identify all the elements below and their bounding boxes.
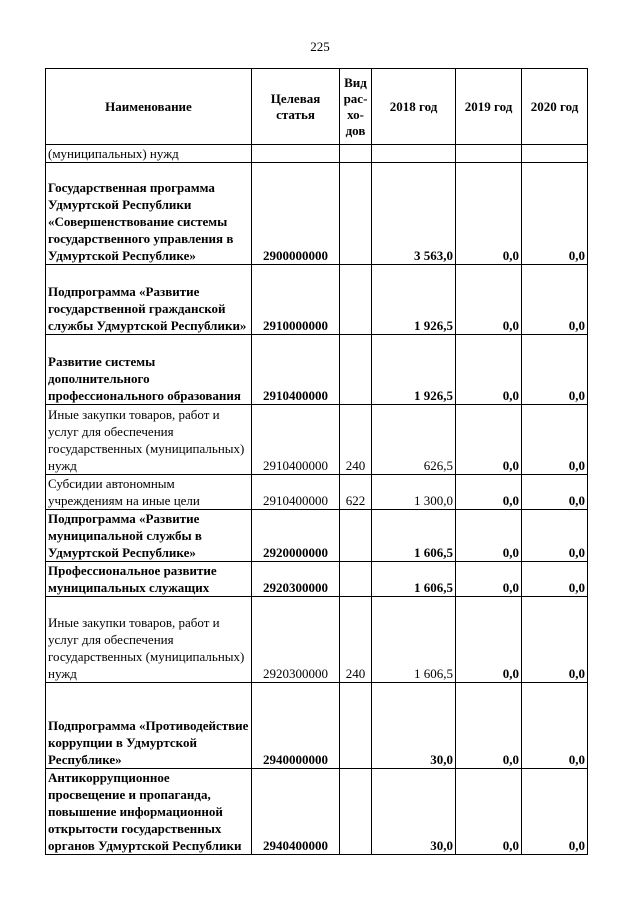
table-row (46, 510, 588, 562)
row-expense-kind (340, 163, 372, 265)
row-value-2018: 1 606,5 (372, 510, 456, 562)
table-row (46, 405, 588, 475)
row-target-code: 2910400000 (252, 475, 340, 510)
row-target-code: 2910400000 (252, 405, 340, 475)
table-row (46, 265, 588, 335)
row-value-2019 (456, 145, 522, 163)
table-row (46, 597, 588, 683)
row-expense-kind (340, 562, 372, 597)
table-row (46, 683, 588, 769)
row-name: Профессиональное развитие муниципальных служащих (46, 562, 252, 597)
row-name: Подпрограмма «Развитие государственной гражданской службы Удмуртской Республики» (46, 265, 252, 335)
row-target-code: 2920300000 (252, 562, 340, 597)
row-expense-kind (340, 335, 372, 405)
row-expense-kind (340, 769, 372, 855)
table-row (46, 562, 588, 597)
row-name: Подпрограмма «Противодействие коррупции в Удмуртской Республике» (46, 683, 252, 769)
row-value-2020: 0,0 (522, 405, 588, 475)
row-value-2019: 0,0 (456, 163, 522, 265)
row-value-2020: 0,0 (522, 562, 588, 597)
row-value-2020: 0,0 (522, 769, 588, 855)
row-value-2020: 0,0 (522, 683, 588, 769)
row-value-2019: 0,0 (456, 475, 522, 510)
row-expense-kind (340, 145, 372, 163)
row-expense-kind (340, 510, 372, 562)
row-target-code: 2900000000 (252, 163, 340, 265)
row-value-2018: 1 300,0 (372, 475, 456, 510)
row-value-2019: 0,0 (456, 683, 522, 769)
row-expense-kind: 240 (340, 597, 372, 683)
page-number: 225 (310, 39, 330, 54)
row-value-2019: 0,0 (456, 562, 522, 597)
row-value-2020: 0,0 (522, 265, 588, 335)
row-name: Государственная программа Удмуртской Республики «Совершенствование системы государственного управления в Удмуртской Республике» (46, 163, 252, 265)
row-value-2020: 0,0 (522, 510, 588, 562)
table-body (46, 145, 588, 855)
row-value-2018 (372, 145, 456, 163)
row-target-code: 2920300000 (252, 597, 340, 683)
row-name: (муниципальных) нужд (46, 145, 252, 163)
row-target-code: 2940400000 (252, 769, 340, 855)
row-value-2020: 0,0 (522, 475, 588, 510)
row-expense-kind (340, 683, 372, 769)
row-name: Антикоррупционное просвещение и пропаганда, повышение информационной открытости государственных органов Удмуртской Республики (46, 769, 252, 855)
row-value-2018: 30,0 (372, 769, 456, 855)
row-expense-kind: 622 (340, 475, 372, 510)
header-kind: Вид рас-хо-дов (340, 69, 372, 145)
table-row (46, 145, 588, 163)
table-row (46, 335, 588, 405)
table-row (46, 475, 588, 510)
row-value-2018: 30,0 (372, 683, 456, 769)
header-target: Целевая статья (252, 69, 340, 145)
row-expense-kind: 240 (340, 405, 372, 475)
row-name: Иные закупки товаров, работ и услуг для обеспечения государственных (муниципальных) нужд (46, 597, 252, 683)
table-header-row (46, 69, 588, 145)
row-value-2018: 1 606,5 (372, 597, 456, 683)
row-target-code: 2910000000 (252, 265, 340, 335)
row-value-2018: 1 926,5 (372, 335, 456, 405)
row-expense-kind (340, 265, 372, 335)
table-row (46, 769, 588, 855)
header-2020: 2020 год (522, 69, 588, 145)
row-name: Иные закупки товаров, работ и услуг для обеспечения государственных (муниципальных) нужд (46, 405, 252, 475)
row-value-2018: 1 926,5 (372, 265, 456, 335)
row-value-2020 (522, 145, 588, 163)
row-value-2019: 0,0 (456, 265, 522, 335)
row-target-code (252, 145, 340, 163)
row-value-2019: 0,0 (456, 510, 522, 562)
row-target-code: 2940000000 (252, 683, 340, 769)
header-2018: 2018 год (372, 69, 456, 145)
row-name: Субсидии автономным учреждениям на иные цели (46, 475, 252, 510)
row-value-2020: 0,0 (522, 597, 588, 683)
row-value-2019: 0,0 (456, 405, 522, 475)
row-name: Подпрограмма «Развитие муниципальной службы в Удмуртской Республике» (46, 510, 252, 562)
row-value-2018: 626,5 (372, 405, 456, 475)
row-value-2020: 0,0 (522, 335, 588, 405)
row-target-code: 2910400000 (252, 335, 340, 405)
row-value-2020: 0,0 (522, 163, 588, 265)
row-value-2018: 3 563,0 (372, 163, 456, 265)
header-2019: 2019 год (456, 69, 522, 145)
row-target-code: 2920000000 (252, 510, 340, 562)
row-value-2019: 0,0 (456, 769, 522, 855)
row-value-2018: 1 606,5 (372, 562, 456, 597)
header-name: Наименование (46, 69, 252, 145)
row-name: Развитие системы дополнительного профессионального образования (46, 335, 252, 405)
budget-table (45, 68, 588, 855)
row-value-2019: 0,0 (456, 597, 522, 683)
table-row (46, 163, 588, 265)
row-value-2019: 0,0 (456, 335, 522, 405)
